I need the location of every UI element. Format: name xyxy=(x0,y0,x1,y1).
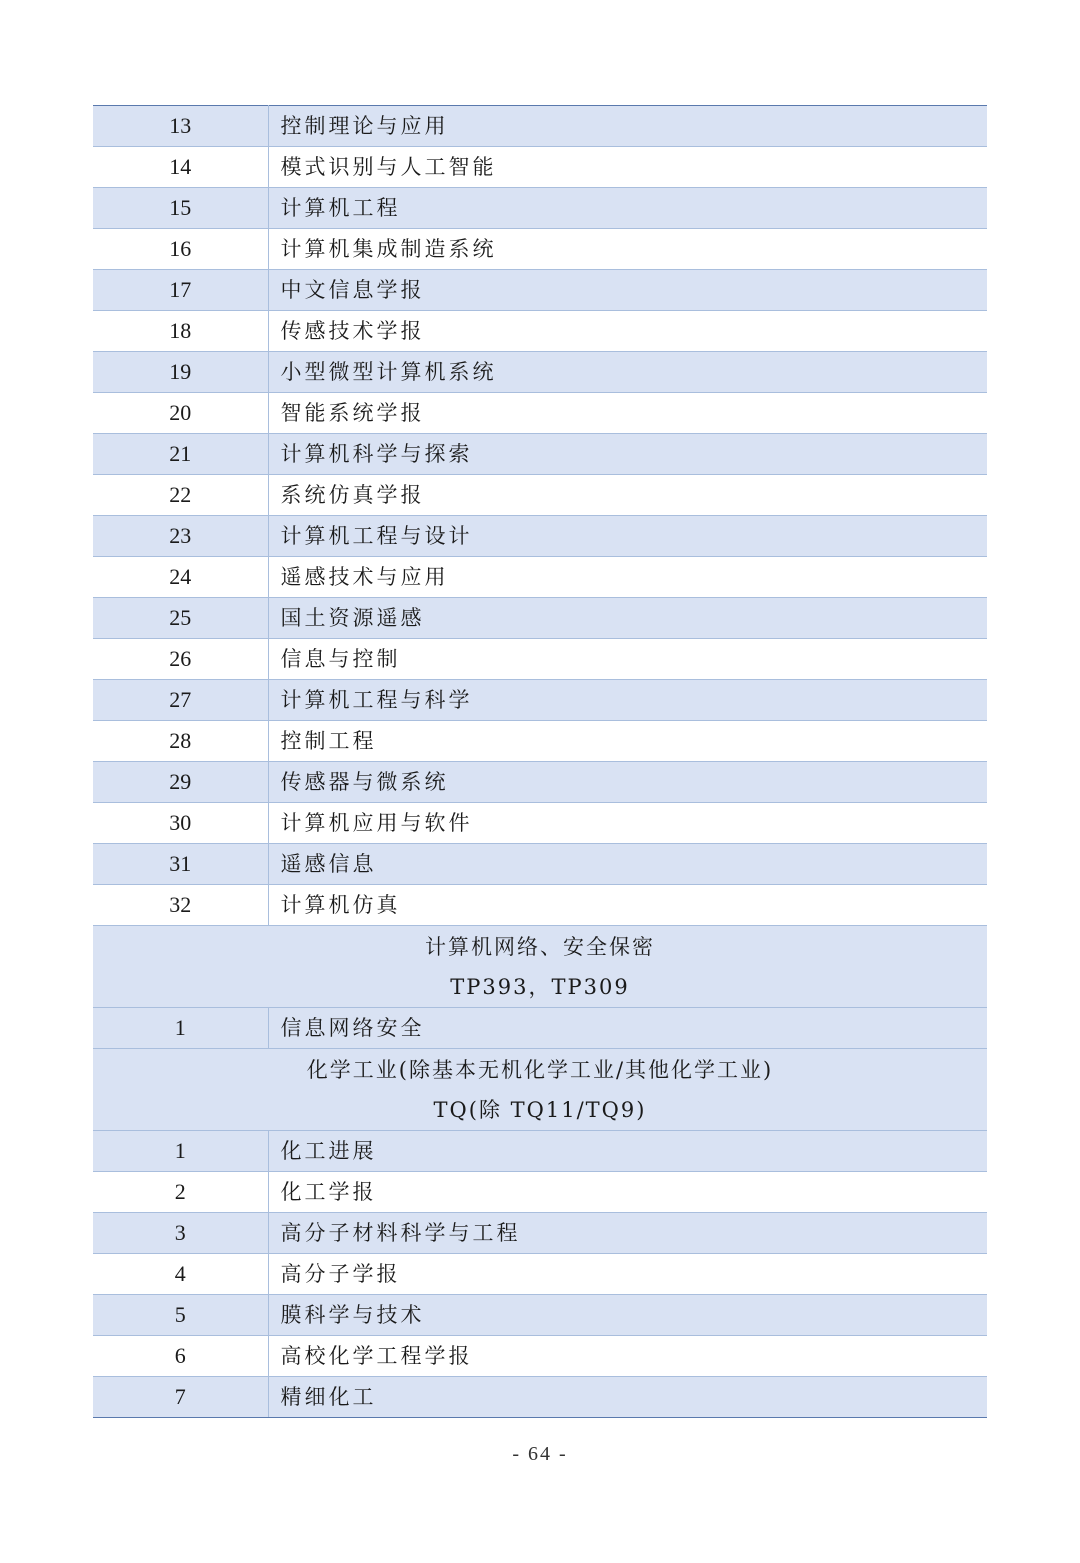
table-row xyxy=(93,188,987,229)
row-number: 32 xyxy=(93,885,268,926)
row-number: 21 xyxy=(93,434,268,475)
row-number: 24 xyxy=(93,557,268,598)
row-number: 4 xyxy=(93,1254,268,1295)
journal-name: 传感器与微系统 xyxy=(268,762,987,803)
journal-name: 智能系统学报 xyxy=(268,393,987,434)
journal-name: 信息与控制 xyxy=(268,639,987,680)
section-header-row xyxy=(93,1049,987,1131)
journal-name: 化工进展 xyxy=(268,1131,987,1172)
section-header-cell xyxy=(93,926,987,1008)
table-row xyxy=(93,885,987,926)
table-row xyxy=(93,1008,987,1049)
table-row xyxy=(93,229,987,270)
table-row xyxy=(93,1336,987,1377)
row-number: 29 xyxy=(93,762,268,803)
table-row xyxy=(93,434,987,475)
journal-name: 精细化工 xyxy=(268,1377,987,1418)
journal-name: 小型微型计算机系统 xyxy=(268,352,987,393)
section-title: 化学工业(除基本无机化学工业/其他化学工业) xyxy=(306,1057,774,1082)
row-number: 7 xyxy=(93,1377,268,1418)
row-number: 3 xyxy=(93,1213,268,1254)
row-number: 27 xyxy=(93,680,268,721)
table-row xyxy=(93,1131,987,1172)
journal-name: 国土资源遥感 xyxy=(268,598,987,639)
journal-name: 计算机仿真 xyxy=(268,885,987,926)
table-row xyxy=(93,557,987,598)
section-header-cell xyxy=(93,1049,987,1131)
table-row xyxy=(93,516,987,557)
journal-name: 控制工程 xyxy=(268,721,987,762)
table-row xyxy=(93,721,987,762)
journal-name: 遥感技术与应用 xyxy=(268,557,987,598)
table-row xyxy=(93,106,987,147)
journal-name: 模式识别与人工智能 xyxy=(268,147,987,188)
section-title: 计算机网络、安全保密 xyxy=(425,934,655,959)
row-number: 25 xyxy=(93,598,268,639)
journal-name: 计算机工程与设计 xyxy=(268,516,987,557)
row-number: 28 xyxy=(93,721,268,762)
journal-name: 计算机科学与探索 xyxy=(268,434,987,475)
row-number: 13 xyxy=(93,106,268,147)
table-row xyxy=(93,1213,987,1254)
row-number: 16 xyxy=(93,229,268,270)
journal-name: 计算机工程 xyxy=(268,188,987,229)
row-number: 1 xyxy=(93,1008,268,1049)
journal-name: 膜科学与技术 xyxy=(268,1295,987,1336)
table-row xyxy=(93,270,987,311)
table-row xyxy=(93,762,987,803)
row-number: 18 xyxy=(93,311,268,352)
table-row xyxy=(93,639,987,680)
table-row xyxy=(93,352,987,393)
section-code: TQ(除 TQ11/TQ9) xyxy=(433,1097,647,1122)
table-row xyxy=(93,598,987,639)
journal-name: 控制理论与应用 xyxy=(268,106,987,147)
section-header-row xyxy=(93,926,987,1008)
page-number: - 64 - xyxy=(512,1443,568,1465)
table-row xyxy=(93,1254,987,1295)
journal-name: 计算机工程与科学 xyxy=(268,680,987,721)
journal-name: 高校化学工程学报 xyxy=(268,1336,987,1377)
section-code: TP393，TP309 xyxy=(450,974,630,999)
table-row xyxy=(93,1172,987,1213)
row-number: 2 xyxy=(93,1172,268,1213)
row-number: 5 xyxy=(93,1295,268,1336)
row-number: 22 xyxy=(93,475,268,516)
row-number: 20 xyxy=(93,393,268,434)
row-number: 23 xyxy=(93,516,268,557)
journal-name: 计算机集成制造系统 xyxy=(268,229,987,270)
row-number: 14 xyxy=(93,147,268,188)
journal-table xyxy=(93,105,987,1418)
table-row xyxy=(93,1295,987,1336)
journal-name: 计算机应用与软件 xyxy=(268,803,987,844)
table-row xyxy=(93,803,987,844)
row-number: 30 xyxy=(93,803,268,844)
table-row xyxy=(93,147,987,188)
journal-name: 高分子材料科学与工程 xyxy=(268,1213,987,1254)
table-row xyxy=(93,1377,987,1418)
journal-name: 系统仿真学报 xyxy=(268,475,987,516)
row-number: 15 xyxy=(93,188,268,229)
journal-name: 中文信息学报 xyxy=(268,270,987,311)
table-row xyxy=(93,680,987,721)
row-number: 6 xyxy=(93,1336,268,1377)
row-number: 26 xyxy=(93,639,268,680)
table-row xyxy=(93,475,987,516)
table-row xyxy=(93,844,987,885)
row-number: 17 xyxy=(93,270,268,311)
journal-name: 遥感信息 xyxy=(268,844,987,885)
row-number: 19 xyxy=(93,352,268,393)
journal-name: 信息网络安全 xyxy=(268,1008,987,1049)
row-number: 1 xyxy=(93,1131,268,1172)
row-number: 31 xyxy=(93,844,268,885)
journal-name: 高分子学报 xyxy=(268,1254,987,1295)
journal-name: 化工学报 xyxy=(268,1172,987,1213)
table-row xyxy=(93,311,987,352)
table-row xyxy=(93,393,987,434)
journal-name: 传感技术学报 xyxy=(268,311,987,352)
